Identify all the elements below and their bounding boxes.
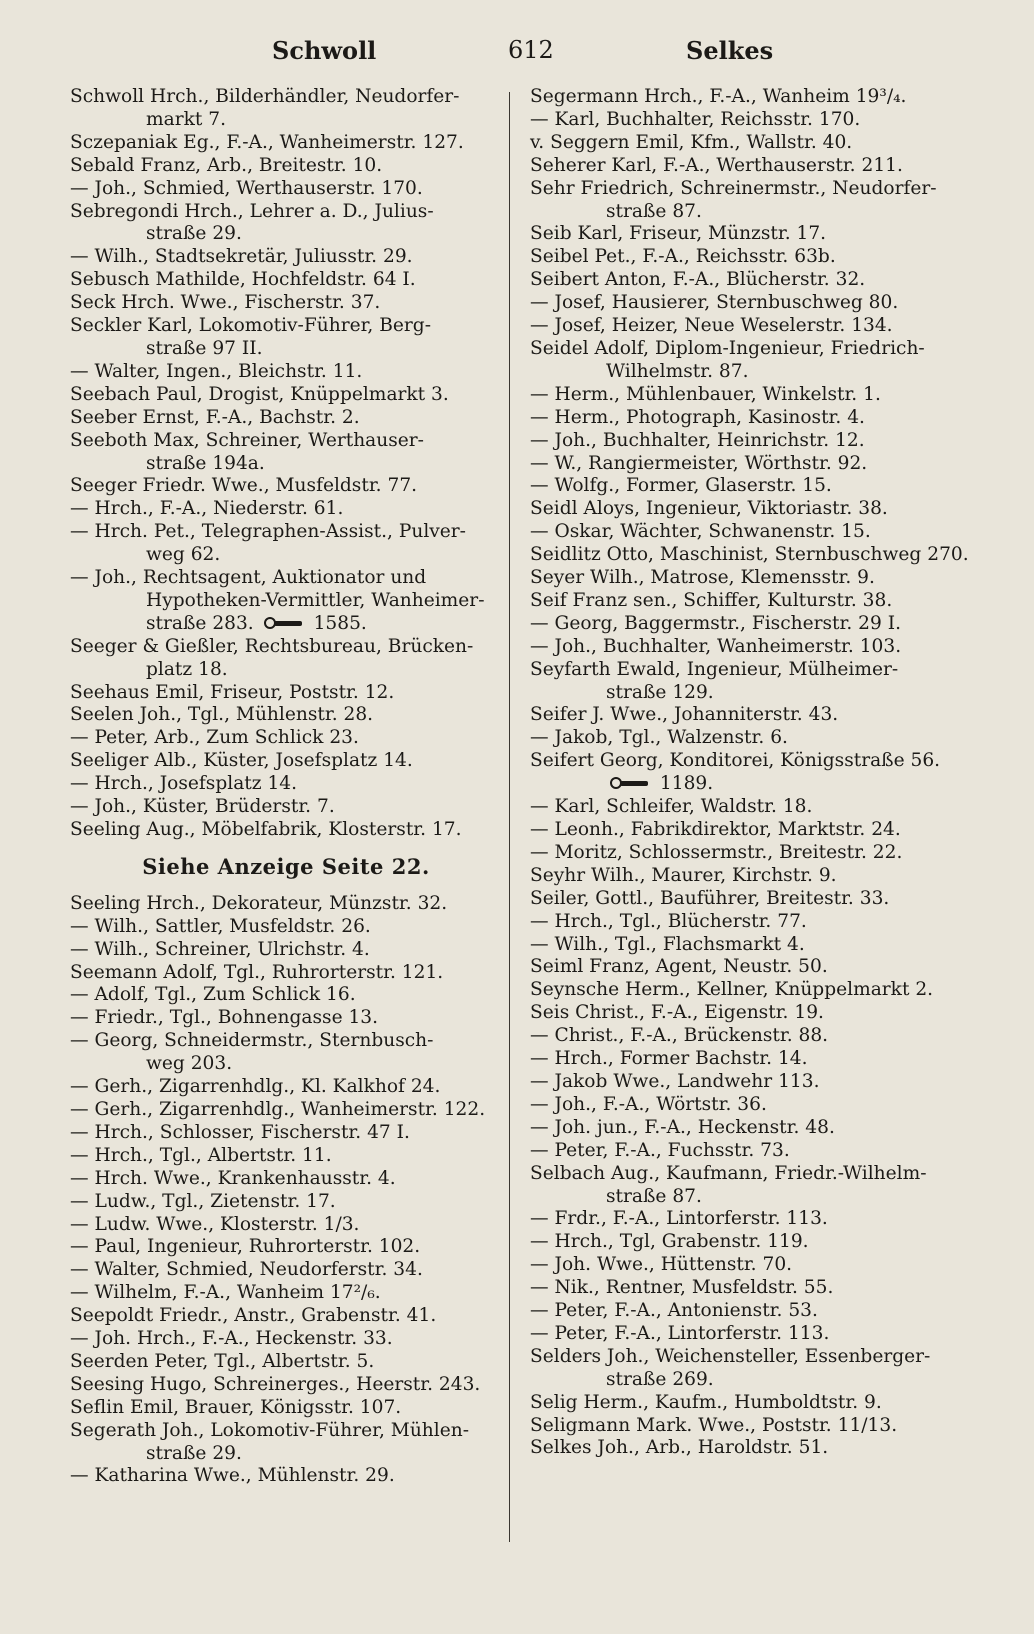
entry-continuation: Hypotheken-Vermittler, Wanheimer- [146, 589, 485, 611]
directory-entry [70, 1351, 502, 1374]
directory-entry [530, 521, 978, 544]
directory-entry [530, 1254, 978, 1277]
entry-line: Seflin Emil, Brauer, Königsstr. 107. [70, 1396, 402, 1418]
directory-entry [70, 750, 502, 773]
entry-line: — Gerh., Zigarrenhdlg., Wanheimerstr. 122. [70, 1098, 486, 1120]
directory-entry [70, 201, 502, 247]
entry-line: — Joh., Küster, Brüderstr. 7. [70, 796, 335, 818]
entry-line: — Joh. jun., F.-A., Heckenstr. 48. [530, 1116, 835, 1138]
left-entries-a [70, 86, 502, 613]
entry-line: — Joh., Schmied, Werthauserstr. 170. [70, 177, 423, 199]
entry-line: — Adolf, Tgl., Zum Schlick 16. [70, 984, 356, 1006]
entry-line: Seck Hrch. Wwe., Fischerstr. 37. [70, 292, 381, 314]
entry-line: — Wilh., Sattler, Musfeldstr. 26. [70, 915, 371, 937]
entry-line: — Joh., Buchhalter, Heinrichstr. 12. [530, 429, 865, 451]
directory-entry [530, 888, 978, 911]
page-number: 612 [508, 36, 554, 64]
directory-entry [530, 155, 978, 178]
entry-line: — Hrch., F.-A., Niederstr. 61. [70, 498, 344, 520]
entry-line: — Wilh., Tgl., Flachsmarkt 4. [530, 933, 805, 955]
directory-entry [530, 956, 978, 979]
directory-entry [70, 819, 502, 842]
entry-line: Seibel Pet., F.-A., Reichsstr. 63b. [530, 246, 836, 268]
entry-line: Seerden Peter, Tgl., Albertstr. 5. [70, 1350, 375, 1372]
directory-entry [70, 1191, 502, 1214]
entry-line: — Hrch. Pet., Telegraphen-Assist., Pulver- [70, 521, 466, 543]
directory-entry [70, 1122, 502, 1145]
right-entries-a [530, 86, 978, 773]
directory-entry [70, 430, 502, 476]
directory-entry [70, 1328, 502, 1351]
directory-entry [70, 155, 502, 178]
entry-line: Seehaus Emil, Friseur, Poststr. 12. [70, 681, 395, 703]
directory-entry [530, 132, 978, 155]
directory-entry [70, 916, 502, 939]
entry-line: Seiml Franz, Agent, Neustr. 50. [530, 956, 828, 978]
telephone-icon [610, 776, 648, 790]
entry-line: Seeger Friedr. Wwe., Musfeldstr. 77. [70, 475, 418, 497]
entry-line: — Georg, Schneidermstr., Sternbusch- [70, 1030, 434, 1052]
entry-line: — Herm., Mühlenbauer, Winkelstr. 1. [530, 383, 881, 405]
entry-line: Seesing Hugo, Schreinerges., Heerstr. 243. [70, 1373, 481, 1395]
directory-entry [70, 475, 502, 498]
directory-entry [70, 1374, 502, 1397]
entry-line: Seelen Joh., Tgl., Mühlenstr. 28. [70, 704, 374, 726]
entry-continuation: platz 18. [146, 658, 228, 680]
directory-entry [70, 636, 502, 682]
directory-entry [530, 178, 978, 224]
entry-line: Seemann Adolf, Tgl., Ruhrorterstr. 121. [70, 961, 444, 983]
entry-line: Seherer Karl, F.-A., Werthauserstr. 211. [530, 154, 903, 176]
entry-line: Seyfarth Ewald, Ingenieur, Mülheimer- [530, 658, 899, 680]
entry-line: — Joh. Hrch., F.-A., Heckenstr. 33. [70, 1328, 393, 1350]
entry-line: — Hrch., Tgl., Blücherstr. 77. [530, 910, 807, 932]
directory-entry [70, 521, 502, 567]
entry-line: v. Seggern Emil, Kfm., Wallstr. 40. [530, 131, 853, 153]
directory-entry [530, 407, 978, 430]
directory-entry [530, 1346, 978, 1392]
entry-line: — Karl, Schleifer, Waldstr. 18. [530, 796, 813, 818]
directory-entry [530, 727, 978, 750]
entry-line: — Wilhelm, F.-A., Wanheim 17²/₆. [70, 1282, 381, 1304]
entry-continuation: weg 203. [146, 1053, 233, 1075]
entry-line: — Wilh., Stadtsekretär, Juliusstr. 29. [70, 246, 413, 268]
entry-line: — Walter, Ingen., Bleichstr. 11. [70, 360, 363, 382]
entry-continuation: markt 7. [146, 108, 226, 130]
directory-entry [70, 384, 502, 407]
entry-line: — Nik., Rentner, Musfeldstr. 55. [530, 1277, 834, 1299]
entry-line: Seebach Paul, Drogist, Knüppelmarkt 3. [70, 383, 449, 405]
entry-line: Seib Karl, Friseur, Münzstr. 17. [530, 223, 827, 245]
directory-entry [530, 269, 978, 292]
entry-line: — Peter, F.-A., Lintorferstr. 113. [530, 1322, 830, 1344]
directory-entry [70, 893, 502, 916]
phone-entry [530, 773, 978, 796]
entry-line: Seeling Hrch., Dekorateur, Münzstr. 32. [70, 892, 448, 914]
entry-continuation: straße 87. [606, 1185, 702, 1207]
entry-line: — Wilh., Schreiner, Ulrichstr. 4. [70, 938, 370, 960]
directory-entry [530, 1163, 978, 1209]
entry-continuation: straße 29. [146, 1442, 242, 1464]
entry-line: Seifer J. Wwe., Johanniterstr. 43. [530, 704, 839, 726]
entry-line: — Frdr., F.-A., Lintorferstr. 113. [530, 1208, 828, 1230]
left-column [70, 86, 502, 1488]
directory-entry [530, 819, 978, 842]
directory-entry [70, 1076, 502, 1099]
directory-entry [530, 1002, 978, 1025]
directory-entry [530, 590, 978, 613]
entry-line: — Hrch., Tgl, Grabenstr. 119. [530, 1231, 809, 1253]
directory-entry [530, 315, 978, 338]
entry-line: Seynsche Herm., Kellner, Knüppelmarkt 2. [530, 979, 934, 1001]
directory-entry [530, 86, 978, 109]
entry-line: — Oskar, Wächter, Schwanenstr. 15. [530, 521, 871, 543]
column-divider [509, 92, 510, 1542]
right-entries-b [530, 796, 978, 1460]
entry-line: Seidlitz Otto, Maschinist, Sternbuschweg 270. [530, 544, 969, 566]
entry-line: — Katharina Wwe., Mühlenstr. 29. [70, 1465, 395, 1487]
directory-entry [70, 1282, 502, 1305]
directory-entry [530, 704, 978, 727]
directory-entry [70, 407, 502, 430]
entry-line: Segerath Joh., Lokomotiv-Führer, Mühlen- [70, 1419, 469, 1441]
directory-entry [70, 178, 502, 201]
directory-entry [70, 1259, 502, 1282]
directory-entry [530, 1094, 978, 1117]
directory-entry [530, 246, 978, 269]
entry-line: Seis Christ., F.-A., Eigenstr. 19. [530, 1002, 824, 1024]
directory-entry [530, 1437, 978, 1460]
entry-line: Sebusch Mathilde, Hochfeldstr. 64 I. [70, 269, 416, 291]
directory-entry [530, 338, 978, 384]
directory-entry [70, 1397, 502, 1420]
entry-line: — Peter, Arb., Zum Schlick 23. [70, 727, 359, 749]
entry-line: — Ludw., Tgl., Zietenstr. 17. [70, 1190, 336, 1212]
directory-entry [70, 773, 502, 796]
directory-entry [530, 498, 978, 521]
entry-line: — W., Rangiermeister, Wörthstr. 92. [530, 452, 868, 474]
header-first-entry: Schwoll [272, 36, 377, 65]
directory-entry [530, 223, 978, 246]
entry-line: — Hrch., Josefsplatz 14. [70, 773, 298, 795]
directory-entry [70, 567, 502, 613]
entry-line: — Peter, F.-A., Fuchsstr. 73. [530, 1139, 790, 1161]
entry-line: Seeling Aug., Möbelfabrik, Klosterstr. 17. [70, 819, 462, 840]
directory-entry [530, 453, 978, 476]
directory-entry [70, 939, 502, 962]
directory-entry [530, 1140, 978, 1163]
entry-continuation: straße 269. [606, 1368, 714, 1390]
entry-line: — Friedr., Tgl., Bohnengasse 13. [70, 1007, 379, 1029]
header-last-entry: Selkes [686, 36, 774, 65]
entry-line: Seif Franz sen., Schiffer, Kulturstr. 38. [530, 589, 893, 611]
directory-entry [530, 1323, 978, 1346]
telephone-icon [264, 616, 302, 630]
directory-entry [70, 86, 502, 132]
directory-entry [530, 1231, 978, 1254]
directory-entry [70, 727, 502, 750]
directory-entry [530, 613, 978, 636]
directory-entry [70, 498, 502, 521]
left-entries-b [70, 636, 502, 842]
directory-entry [70, 1420, 502, 1466]
directory-entry [530, 911, 978, 934]
directory-entry [70, 1305, 502, 1328]
directory-entry [530, 865, 978, 888]
entry-continuation: Wilhelmstr. 87. [606, 360, 749, 382]
entry-line: — Herm., Photograph, Kasinostr. 4. [530, 406, 865, 428]
entry-line: — Ludw. Wwe., Klosterstr. 1/3. [70, 1213, 360, 1235]
phone-number: 1189. [659, 773, 714, 795]
entry-line: Sehr Friedrich, Schreinermstr., Neudorfer- [530, 177, 937, 199]
entry-line: Selders Joh., Weichensteller, Essenberger- [530, 1345, 931, 1367]
directory-entry [530, 842, 978, 865]
directory-entry [70, 1030, 502, 1076]
entry-line: — Christ., F.-A., Brückenstr. 88. [530, 1025, 829, 1047]
directory-entry [530, 1117, 978, 1140]
entry-line: — Joh. Wwe., Hüttenstr. 70. [530, 1254, 793, 1276]
directory-entry [530, 659, 978, 705]
directory-entry [530, 544, 978, 567]
entry-line: Selbach Aug., Kaufmann, Friedr.-Wilhelm- [530, 1162, 927, 1184]
entry-line: — Walter, Schmied, Neudorferstr. 34. [70, 1259, 423, 1281]
entry-line: — Karl, Buchhalter, Reichsstr. 170. [530, 108, 861, 130]
phone-number: 1585. [313, 612, 367, 634]
entry-continuation: straße 87. [606, 200, 702, 222]
entry-line: Selig Herm., Kaufm., Humboldtstr. 9. [530, 1391, 882, 1413]
directory-entry [530, 1025, 978, 1048]
entry-line: Seeboth Max, Schreiner, Werthauser- [70, 429, 424, 451]
entry-line: Sebregondi Hrch., Lehrer a. D., Julius- [70, 200, 434, 222]
entry-line: Seeber Ernst, F.-A., Bachstr. 2. [70, 406, 360, 428]
entry-line: Seibert Anton, F.-A., Blücherstr. 32. [530, 269, 866, 291]
directory-entry [530, 636, 978, 659]
page-header [0, 36, 1034, 72]
entry-line: — Josef, Hausierer, Sternbuschweg 80. [530, 292, 899, 314]
directory-entry [70, 1145, 502, 1168]
entry-line: Seepoldt Friedr., Anstr., Grabenstr. 41. [70, 1305, 437, 1327]
directory-entry [70, 984, 502, 1007]
directory-entry [70, 1007, 502, 1030]
entry-line: Seckler Karl, Lokomotiv-Führer, Berg- [70, 315, 431, 337]
entry-line: — Hrch., Tgl., Albertstr. 11. [70, 1144, 332, 1166]
phone-entry-address: straße 283. [146, 612, 254, 634]
right-column [530, 86, 978, 1460]
directory-entry [530, 796, 978, 819]
directory-entry [70, 1236, 502, 1259]
entry-line: — Georg, Baggermstr., Fischerstr. 29 I. [530, 612, 902, 634]
directory-entry [70, 361, 502, 384]
advertisement-notice: Siehe Anzeige Seite 22. [142, 853, 430, 879]
entry-line: — Jakob, Tgl., Walzenstr. 6. [530, 727, 788, 749]
entry-line: Schwoll Hrch., Bilderhändler, Neudorfer- [70, 86, 460, 107]
directory-entry [530, 567, 978, 590]
directory-entry [530, 109, 978, 132]
entry-line: — Joh., Rechtsagent, Auktionator und [70, 567, 427, 589]
entry-line: — Gerh., Zigarrenhdlg., Kl. Kalkhof 24. [70, 1076, 441, 1098]
entry-continuation: straße 97 II. [146, 337, 263, 359]
directory-entry [70, 1099, 502, 1122]
directory-entry [70, 1465, 502, 1488]
entry-line: — Hrch., Schlosser, Fischerstr. 47 I. [70, 1121, 410, 1143]
entry-continuation: weg 62. [146, 544, 221, 566]
directory-entry [530, 1392, 978, 1415]
entry-line: Sebald Franz, Arb., Breitestr. 10. [70, 154, 383, 176]
directory-entry [530, 1048, 978, 1071]
entry-line: — Moritz, Schlossermstr., Breitestr. 22. [530, 841, 903, 863]
entry-line: — Joh., Buchhalter, Wanheimerstr. 103. [530, 635, 902, 657]
entry-line: Selkes Joh., Arb., Haroldstr. 51. [530, 1437, 829, 1459]
entry-continuation: straße 129. [606, 681, 714, 703]
directory-entry [530, 1071, 978, 1094]
directory-entry [70, 682, 502, 705]
entry-line: — Josef, Heizer, Neue Weselerstr. 134. [530, 315, 893, 337]
entry-continuation: straße 194a. [146, 452, 265, 474]
entry-line: — Jakob Wwe., Landwehr 113. [530, 1070, 820, 1092]
entry-line: Seyhr Wilh., Maurer, Kirchstr. 9. [530, 864, 837, 886]
entry-line: — Hrch. Wwe., Krankenhausstr. 4. [70, 1167, 396, 1189]
entry-line: — Peter, F.-A., Antonienstr. 53. [530, 1300, 818, 1322]
phone-entry [70, 613, 502, 636]
directory-entry [530, 1277, 978, 1300]
directory-entry [530, 430, 978, 453]
entry-continuation: straße 29. [146, 223, 242, 245]
directory-entry [530, 1415, 978, 1438]
directory-entry [530, 292, 978, 315]
directory-entry [70, 962, 502, 985]
directory-entry [70, 269, 502, 292]
entry-line: — Hrch., Former Bachstr. 14. [530, 1048, 808, 1070]
entry-line: Seeliger Alb., Küster, Josefsplatz 14. [70, 750, 413, 772]
directory-entry [70, 704, 502, 727]
entry-line: Seyer Wilh., Matrose, Klemensstr. 9. [530, 567, 875, 589]
directory-entry [530, 1300, 978, 1323]
entry-line: Segermann Hrch., F.-A., Wanheim 19³/₄. [530, 86, 907, 107]
entry-line: Seligmann Mark. Wwe., Poststr. 11/13. [530, 1414, 898, 1436]
directory-entry [70, 292, 502, 315]
directory-entry [530, 1208, 978, 1231]
directory-entry [70, 1168, 502, 1191]
directory-entry [70, 1214, 502, 1237]
directory-entry [530, 979, 978, 1002]
entry-line: — Wolfg., Former, Glaserstr. 15. [530, 475, 832, 497]
directory-entry [530, 750, 978, 773]
directory-entry [70, 132, 502, 155]
entry-line: — Joh., F.-A., Wörtstr. 36. [530, 1093, 767, 1115]
entry-line: Seidl Aloys, Ingenieur, Viktoriastr. 38. [530, 498, 888, 520]
entry-line: Sczepaniak Eg., F.-A., Wanheimerstr. 127. [70, 131, 464, 153]
entry-line: Seidel Adolf, Diplom-Ingenieur, Friedrich- [530, 337, 925, 359]
directory-entry [530, 384, 978, 407]
entry-line: Seeger & Gießler, Rechtsbureau, Brücken- [70, 635, 474, 657]
directory-entry [70, 315, 502, 361]
entry-line: — Leonh., Fabrikdirektor, Marktstr. 24. [530, 819, 901, 840]
entry-line: Seifert Georg, Konditorei, Königsstraße 56. [530, 750, 941, 772]
entry-line: Seiler, Gottl., Bauführer, Breitestr. 33. [530, 887, 890, 909]
directory-entry [530, 475, 978, 498]
directory-entry [70, 796, 502, 819]
directory-entry [530, 934, 978, 957]
directory-entry [70, 246, 502, 269]
entry-line: — Paul, Ingenieur, Ruhrorterstr. 102. [70, 1236, 421, 1258]
left-entries-c [70, 893, 502, 1489]
